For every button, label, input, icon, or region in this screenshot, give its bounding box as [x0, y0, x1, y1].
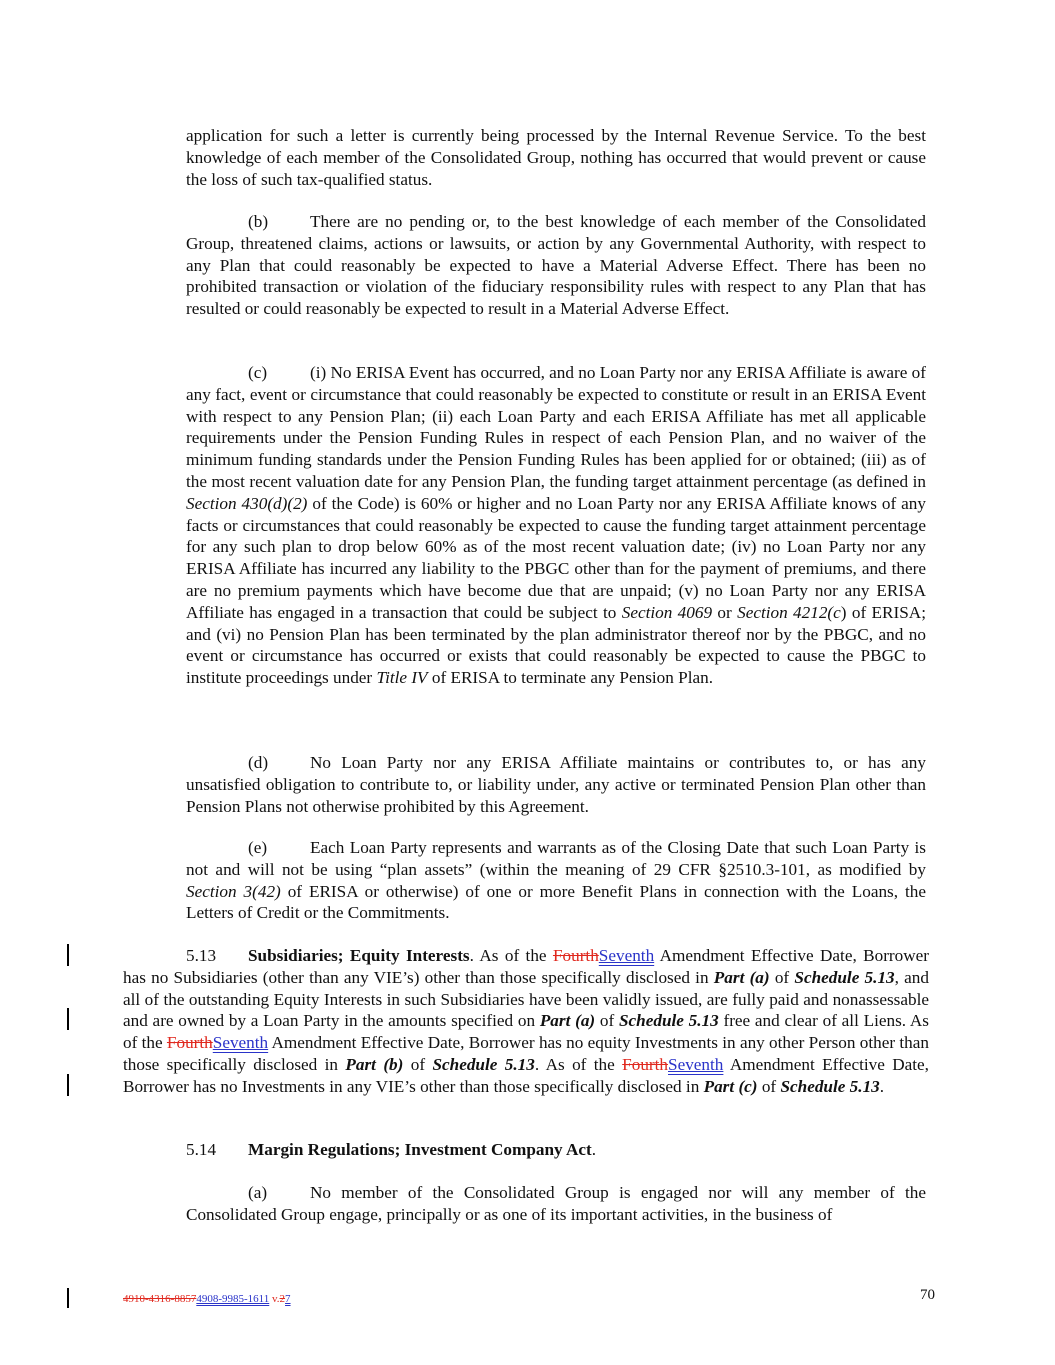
section-5-14 [186, 1139, 926, 1161]
inserted-text: Seventh [598, 946, 655, 965]
paragraph-b [186, 211, 926, 320]
section-reference: Title IV [376, 668, 428, 688]
paragraph-label: (c) [248, 363, 268, 382]
inserted-doc-id: 4908-9985-1611 [196, 1293, 270, 1305]
paragraph-text: Amendment Effective Date, Borrower has no Subsidiaries (other than any VIE’s) other than those specifically disclosed in [123, 946, 930, 987]
deleted-version: 2 [279, 1293, 286, 1305]
inserted-text: Seventh [668, 1054, 724, 1074]
paragraph-text: No member of the Consolidated Group is engaged nor will any member of the Consolidated Group engage, principally or as one of its important activities, in the business of [186, 1183, 926, 1224]
paragraph-text: of [403, 1054, 433, 1074]
paragraph-text: application for such a letter is currently being processed by the Internal Revenue Service. To the best knowledge of each member of the Consolidated Group, nothing has occurred that would prevent or cause the loss of such tax-qualified status. [186, 126, 926, 189]
paragraph-text: of ERISA to terminate any Pension Plan. [427, 668, 714, 688]
schedule-reference: Schedule 5.13 [432, 1054, 535, 1074]
section-heading: Subsidiaries; Equity Interests [248, 946, 470, 965]
section-reference: Section 3(42) [186, 881, 281, 901]
paragraph-text: Amendment Effective Date, Borrower has no Investments in any VIE’s other than those specifically disclosed in [123, 1054, 929, 1096]
paragraph-text: . As of the [469, 946, 553, 965]
schedule-reference: Part (a) [539, 1011, 596, 1031]
paragraph-text: of [757, 1076, 781, 1096]
paragraph-text: ) of ERISA; and (vi) no Pension Plan has been terminated by the plan administrator thereof nor by the PBGC, and no event or circumstance has occurred or exists that could reasonably be expected to cause the PBGC to institute proceedings under [186, 602, 926, 688]
paragraph-label: (d) [248, 753, 269, 772]
schedule-reference: Schedule 5.13 [780, 1076, 880, 1096]
paragraph-text: or [712, 602, 738, 622]
document-id-footer [123, 1292, 291, 1306]
paragraph-e [186, 837, 926, 924]
paragraph-label: (b) [248, 212, 269, 231]
section-reference: Section 430(d)(2) [186, 493, 308, 513]
schedule-reference: Schedule 5.13 [618, 1011, 719, 1031]
paragraph-text: . [879, 1076, 885, 1096]
deleted-doc-id: 4910-4316-8857 [123, 1293, 197, 1305]
section-reference: Section 4212(c [737, 602, 841, 622]
paragraph-text: . [591, 1140, 597, 1159]
paragraph-5-14-a [186, 1182, 926, 1226]
inserted-version: 7 [285, 1293, 291, 1305]
paragraph-d [186, 752, 926, 817]
paragraph-text: . As of the [534, 1054, 623, 1074]
paragraph-text: Each Loan Party represents and warrants as of the Closing Date that such Loan Party is not and will not be using “plan assets” (within the meaning of 29 CFR §2510.3-101, as modified by [186, 838, 926, 879]
paragraph-text: Amendment Effective Date, Borrower has no equity Investments in any other Person other than those specifically disclosed in [123, 1033, 929, 1074]
inserted-text: Seventh [212, 1033, 269, 1053]
change-bar [67, 944, 69, 966]
paragraph-label: (a) [248, 1183, 268, 1202]
change-bar [67, 1074, 69, 1096]
schedule-reference: Part (c) [703, 1076, 758, 1096]
section-number: 5.13 [186, 946, 217, 965]
version-prefix: v. [269, 1293, 280, 1305]
deleted-text: Fourth [166, 1033, 213, 1053]
paragraph-text: of [595, 1011, 619, 1031]
paragraph-text: No Loan Party nor any ERISA Affiliate maintains or contributes to, or has any unsatisfied obligation to contribute to, or liability under, any active or terminated Pension Plan other than Pension Plans not otherwise prohibited by this Agreement. [186, 753, 926, 816]
paragraph-text: (i) No ERISA Event has occurred, and no Loan Party nor any ERISA Affiliate is aware of any fact, event or circumstance that could reasonably be expected to constitute or result in an ERISA Event with respect to any Pension Plan; (ii) each Loan Party and each ERISA Affiliate has met all applicable requirements under the Pension Funding Rules in respect of each Pension Plan, and no waiver of the minimum funding standards under the Pension Funding Rules has been applied for or obtained; (iii) as of the most recent valuation date for any Pension Plan, the funding target attainment percentage (as defined in [186, 363, 926, 491]
paragraph-text: There are no pending or, to the best knowledge of each member of the Consolidated Group, threatened claims, actions or lawsuits, or action by any Governmental Authority, with respect to any Plan that could reasonably be expected to have a Material Adverse Effect. There has been no prohibited transaction or violation of the fiduciary responsibility rules with respect to any Plan that has resulted or could reasonably be expected to result in a Material Adverse Effect. [186, 212, 926, 319]
paragraph-text: free and clear of all Liens. As of the [123, 1011, 929, 1053]
paragraph-text: , and all of the outstanding Equity Interests in such Subsidiaries have been validly issued, are fully paid and nonassessable and are owned by a Loan Party in the amounts specified on [123, 967, 929, 1031]
section-heading: Margin Regulations; Investment Company Act [248, 1140, 592, 1159]
section-5-13 [123, 945, 929, 1098]
paragraph-label: (e) [248, 838, 268, 857]
paragraph-c [186, 362, 926, 689]
schedule-reference: Part (a) [713, 967, 770, 987]
paragraph-text: of [769, 967, 795, 987]
deleted-text: Fourth [552, 946, 599, 965]
paragraph-text: of ERISA or otherwise) of one or more Benefit Plans in connection with the Loans, the Letters of Credit or the Commitments. [186, 881, 926, 923]
deleted-text: Fourth [622, 1054, 669, 1074]
change-bar [67, 1008, 69, 1030]
schedule-reference: Part (b) [345, 1054, 404, 1074]
section-reference: Section 4069 [621, 602, 713, 622]
paragraph-intro [186, 125, 926, 190]
page-number: 70 [920, 1287, 935, 1303]
change-bar [67, 1288, 69, 1308]
schedule-reference: Schedule 5.13 [794, 967, 895, 987]
paragraph-text: of the Code) is 60% or higher and no Loan Party nor any ERISA Affiliate knows of any facts or circumstances that could reasonably be expected to cause the funding target attainment percentage for any such plan to drop below 60% as of the most recent valuation date; (iv) no Loan Party nor any ERISA Affiliate has incurred any liability to the PBGC other than for the payment of premiums, and there are no premium payments which have become due that are unpaid; (v) no Loan Party nor any ERISA Affiliate has engaged in a transaction that could be subject to [186, 493, 926, 622]
section-number: 5.14 [186, 1140, 217, 1159]
